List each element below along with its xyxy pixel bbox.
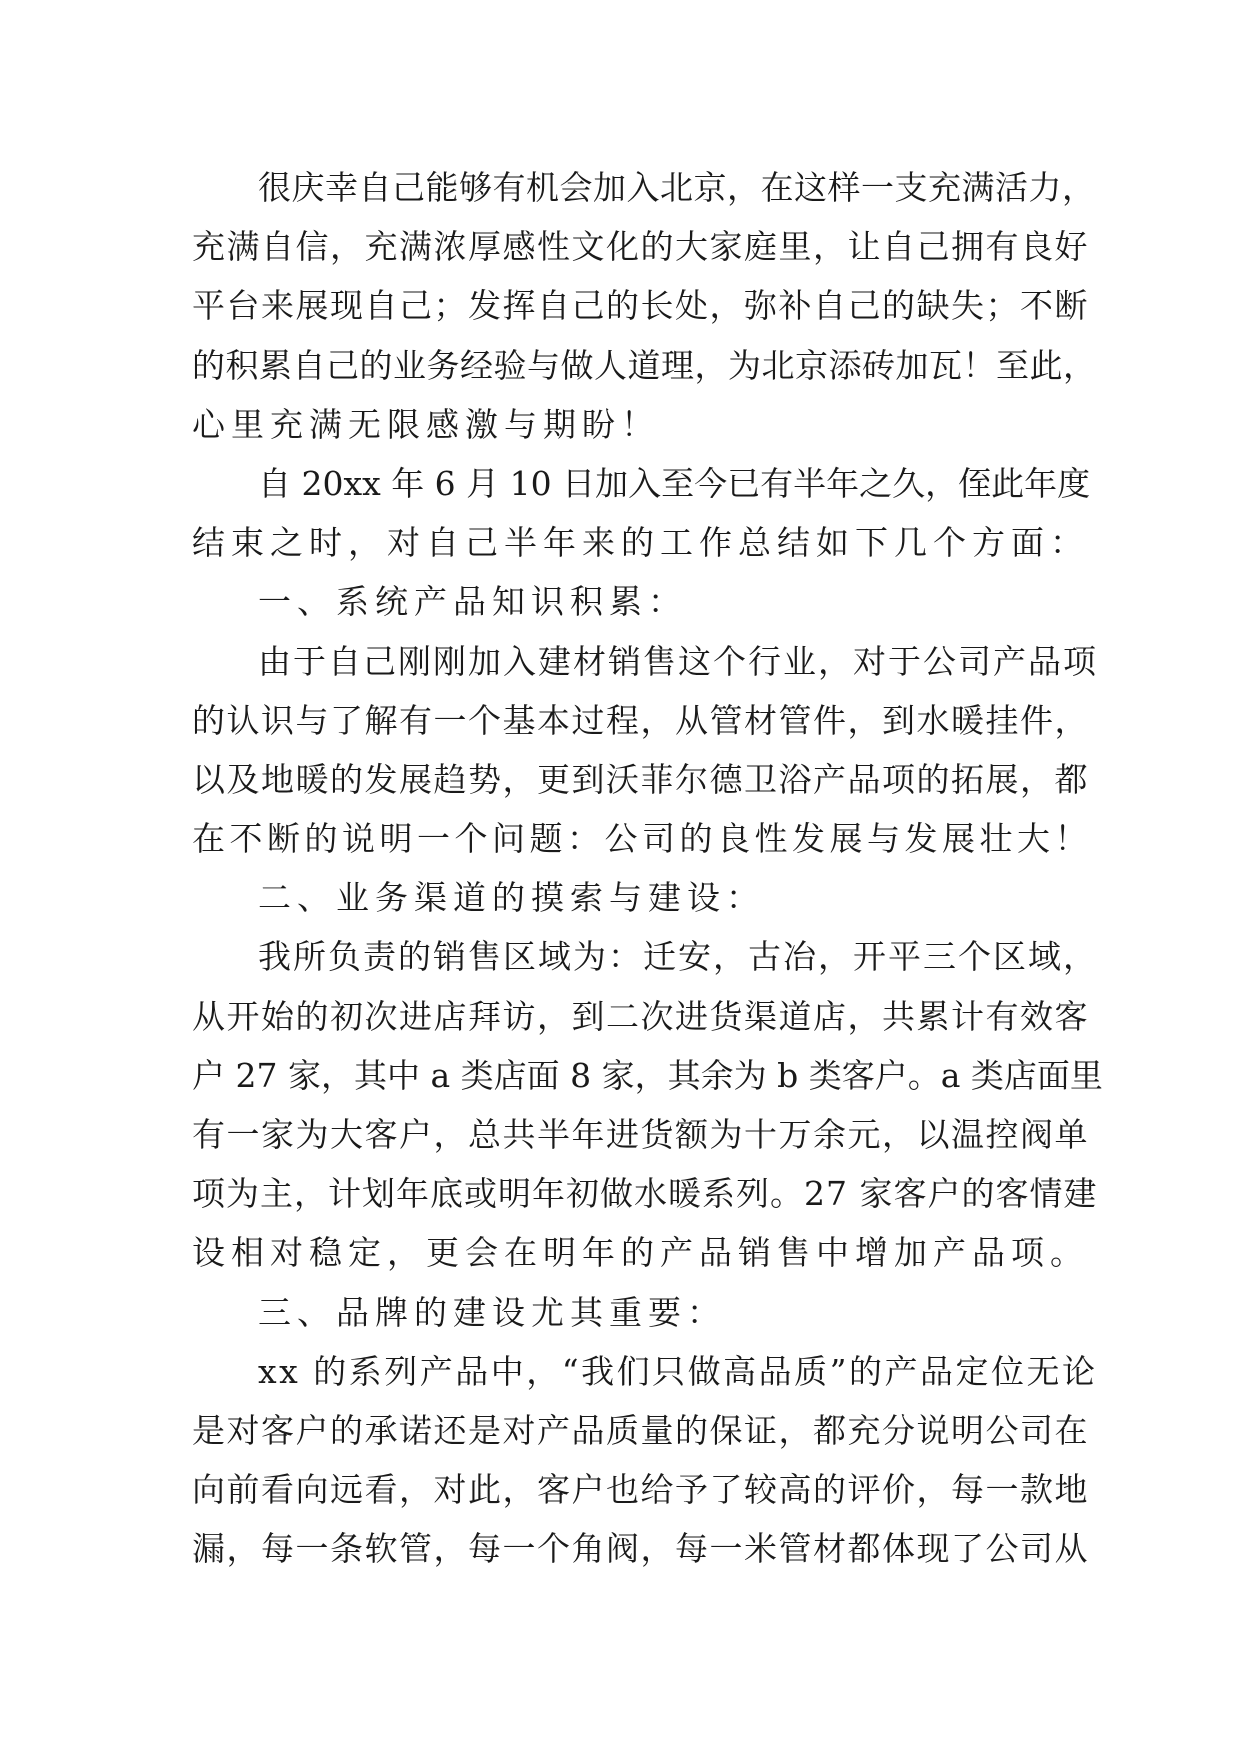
text-line: 一、系统产品知识积累： [258,582,687,622]
text-line: 二、业务渠道的摸索与建设： [258,878,765,918]
text-line: 平台来展现自己；发挥自己的长处，弥补自己的缺失；不断 [192,286,1089,326]
text-line: 很庆幸自己能够有机会加入北京，在这样一支充满活力， [258,168,1096,207]
text-line: 的认识与了解有一个基本过程，从管材管件，到水暖挂件， [192,700,1089,740]
text-line: 心里充满无限感激与期盼！ [192,404,660,444]
text-line: 以及地暖的发展趋势，更到沃菲尔德卫浴产品项的拓展，都 [192,759,1089,799]
text-line: 有一家为大客户，总共半年进货额为十万余元，以温控阀单 [192,1115,1089,1154]
text-line: 项为主，计划年底或明年初做水暖系列。27 家客户的客情建 [192,1174,1098,1214]
text-line: 是对客户的承诺还是对产品质量的保证，都充分说明公司在 [192,1410,1089,1450]
text-line: 设相对稳定，更会在明年的产品销售中增加产品项。 [192,1233,1089,1273]
text-line: 三、品牌的建设尤其重要： [258,1292,726,1332]
text-line: 漏，每一条软管，每一个角阀，每一米管材都体现了公司从 [192,1529,1089,1569]
text-line: 充满自信，充满浓厚感性文化的大家庭里，让自己拥有良好 [192,227,1089,267]
text-line: 的积累自己的业务经验与做人道理，为北京添砖加瓦！至此， [192,345,1097,385]
text-line: xx 的系列产品中，“我们只做高品质”的产品定位无论 [258,1351,1098,1391]
text-line: 结束之时，对自己半年来的工作总结如下几个方面： [192,523,1089,563]
text-line: 向前看向远看，对此，客户也给予了较高的评价，每一款地 [192,1470,1089,1510]
document-body [192,158,1103,1579]
text-line: 我所负责的销售区域为：迁安，古冶，开平三个区域， [258,937,1098,977]
text-line: 自 20xx 年 6 月 10 日加入至今已有半年之久，侄此年度 [258,463,1091,503]
text-line: 从开始的初次进店拜访，到二次进货渠道店，共累计有效客 [192,996,1089,1036]
text-line: 在不断的说明一个问题：公司的良性发展与发展壮大！ [192,819,1092,859]
text-line: 户 27 家，其中 a 类店面 8 家，其余为 b 类客户。a 类店面里 [192,1055,1103,1095]
text-line: 由于自己刚刚加入建材销售这个行业，对于公司产品项 [258,641,1098,681]
